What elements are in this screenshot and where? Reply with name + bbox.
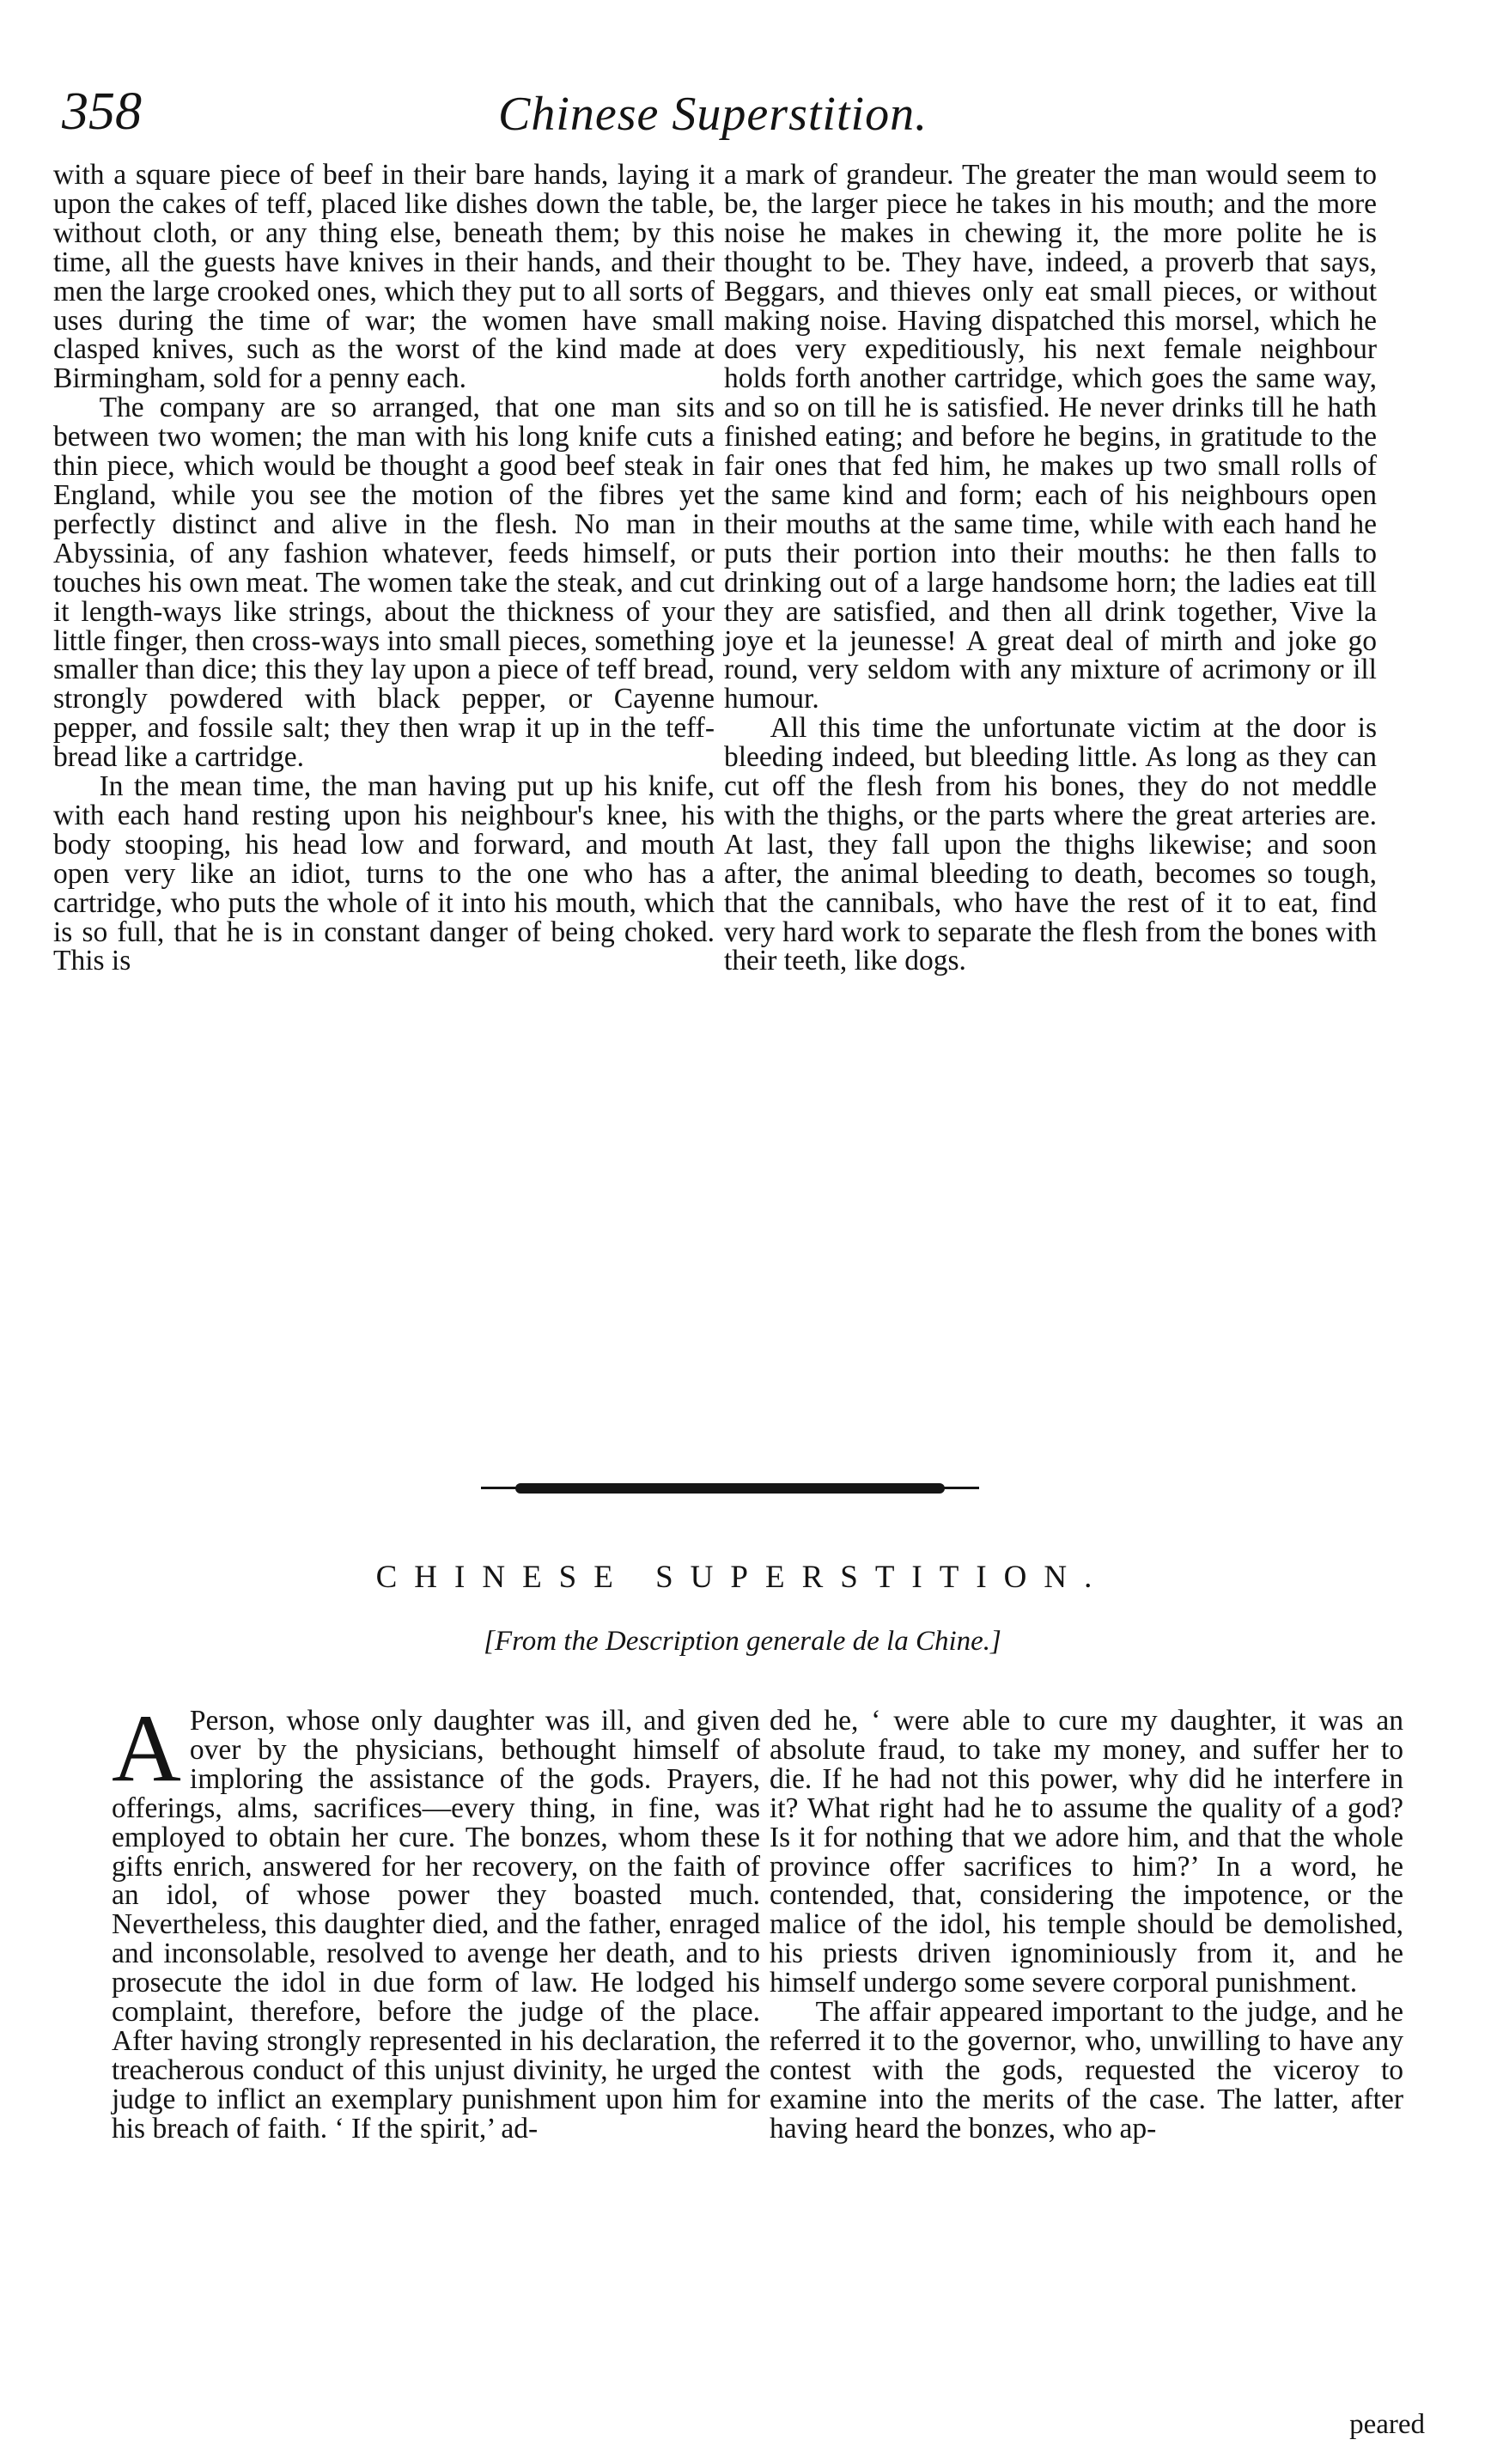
section-divider bbox=[515, 1483, 945, 1494]
article2-right-column bbox=[770, 1707, 1403, 2144]
page-number: 358 bbox=[62, 82, 142, 141]
running-head: Chinese Superstition. bbox=[498, 88, 928, 141]
paragraph: The affair appeared important to the judge, and he referred it to the governor, who, unwilling to have any contest with the gods, requested the viceroy to examine into the merits of the case. The latter, after having heard the bonzes, who ap- bbox=[770, 1996, 1403, 2145]
article2-left-column bbox=[112, 1695, 760, 2145]
article-source: [From the Description generale de la Chine.] bbox=[484, 1626, 1001, 1657]
paragraph: a mark of grandeur. The greater the man would seem to be, the larger piece he takes in his mouth; and the more noise he makes in chewing it, the more polite he is thought to be. They have, indeed, a proverb that says, Beggars, and thieves only eat small pieces, or without making noise. Having dispatched this morsel, which he does very expeditiously, his next female neighbour holds forth another cartridge, which goes the same way, and so on till he is satisfied. He never drinks till he hath finished eating; and before he begins, in gratitude to the fair ones that fed him, he makes up two small rolls of the same kind and form; each of his neighbours open their mouths at the same time, while with each hand he puts their portion into their mouths: he then falls to drinking out of a large handsome horn; the ladies eat till they are satisfied, and then all drink together, Vive la joye et la jeunesse! A great deal of mirth and joke go round, very seldom with any mixture of acrimony or ill humour. bbox=[724, 159, 1377, 715]
article-title: CHINESE SUPERSTITION. bbox=[375, 1560, 1110, 1595]
paragraph: ded he, ‘ were able to cure my daughter, it was an absolute fraud, to take my money, and suffer her to die. If he had not this power, why did he interfere in it? What right had he to assume the quality of a god? Is it for nothing that we adore him, and that the whole province offer sacrifices to him?’ In a word, he contended, that, considering the impotence, or the malice of the idol, his temple should be demolished, his priests driven ignominiously from it, and he himself undergo some severe corporal punishment. bbox=[770, 1705, 1403, 1999]
paragraph bbox=[112, 1695, 760, 2145]
paragraph: In the mean time, the man having put up his knife, with each hand resting upon his neighbour's knee, his body stooping, his head low and forward, and mouth open very like an idiot, turns to the one who has a cartridge, who puts the whole of it into his mouth, which is so full, that he is in constant danger of being choked. This is bbox=[53, 770, 715, 977]
page-header bbox=[52, 82, 1416, 150]
catchword: peared bbox=[1349, 2409, 1425, 2440]
article1-right-column bbox=[724, 161, 1377, 976]
article1-left-column bbox=[53, 161, 715, 976]
paragraph: All this time the unfortunate victim at the door is bleeding indeed, but bleeding little. As long as they can cut off the flesh from his bones, they do not meddle with the thighs, or the parts where the great arteries are. At last, they fall upon the thighs likewise; and soon after, the animal bleeding to death, becomes so tough, that the cannibals, who have the rest of it to eat, find very hard work to separate the flesh from the bones with their teeth, like dogs. bbox=[724, 712, 1377, 977]
paragraph: The company are so arranged, that one man sits between two women; the man with his long knife cuts a thin piece, which would be thought a good beef steak in England, while you see the motion of the fibres yet perfectly distinct and alive in the flesh. No man in Abyssinia, of any fashion whatever, feeds himself, or touches his own meat. The women take the steak, and cut it length-ways like strings, about the thickness of your little finger, then cross-ways into small pieces, something smaller than dice; this they lay upon a piece of teff bread, strongly powdered with black pepper, or Cayenne pepper, and fossile salt; they then wrap it up in the teff-bread like a cartridge. bbox=[53, 392, 715, 774]
paragraph: with a square piece of beef in their bare hands, laying it upon the cakes of teff, placed like dishes down the table, without cloth, or any thing else, beneath them; by this time, all the guests have knives in their hands, and their men the large crooked ones, which they put to all sorts of uses during the time of war; the women have small clasped knives, such as the worst of the kind made at Birmingham, sold for a penny each. bbox=[53, 159, 715, 395]
paragraph-text: Person, whose only daughter was ill, and given over by the physicians, bethought himself of imploring the assistance of the gods. Prayers, offerings, alms, sacrifices—every thing, in fine, was employed to obtain her cure. The bonzes, whom these gifts enrich, answered for her recovery, on the faith of an idol, of whose power they boasted much. Nevertheless, this daughter died, and the father, enraged and inconsolable, resolved to avenge her death, and to prosecute the idol in due form of law. He lodged his complaint, therefore, before the judge of the place. After having strongly represented in his declaration, the treacherous conduct of this unjust divinity, he urged the judge to inflict an exemplary punishment upon him for his breach of faith. ‘ If the spirit,’ ad- bbox=[112, 1705, 760, 2145]
drop-cap: A bbox=[112, 1695, 181, 1802]
